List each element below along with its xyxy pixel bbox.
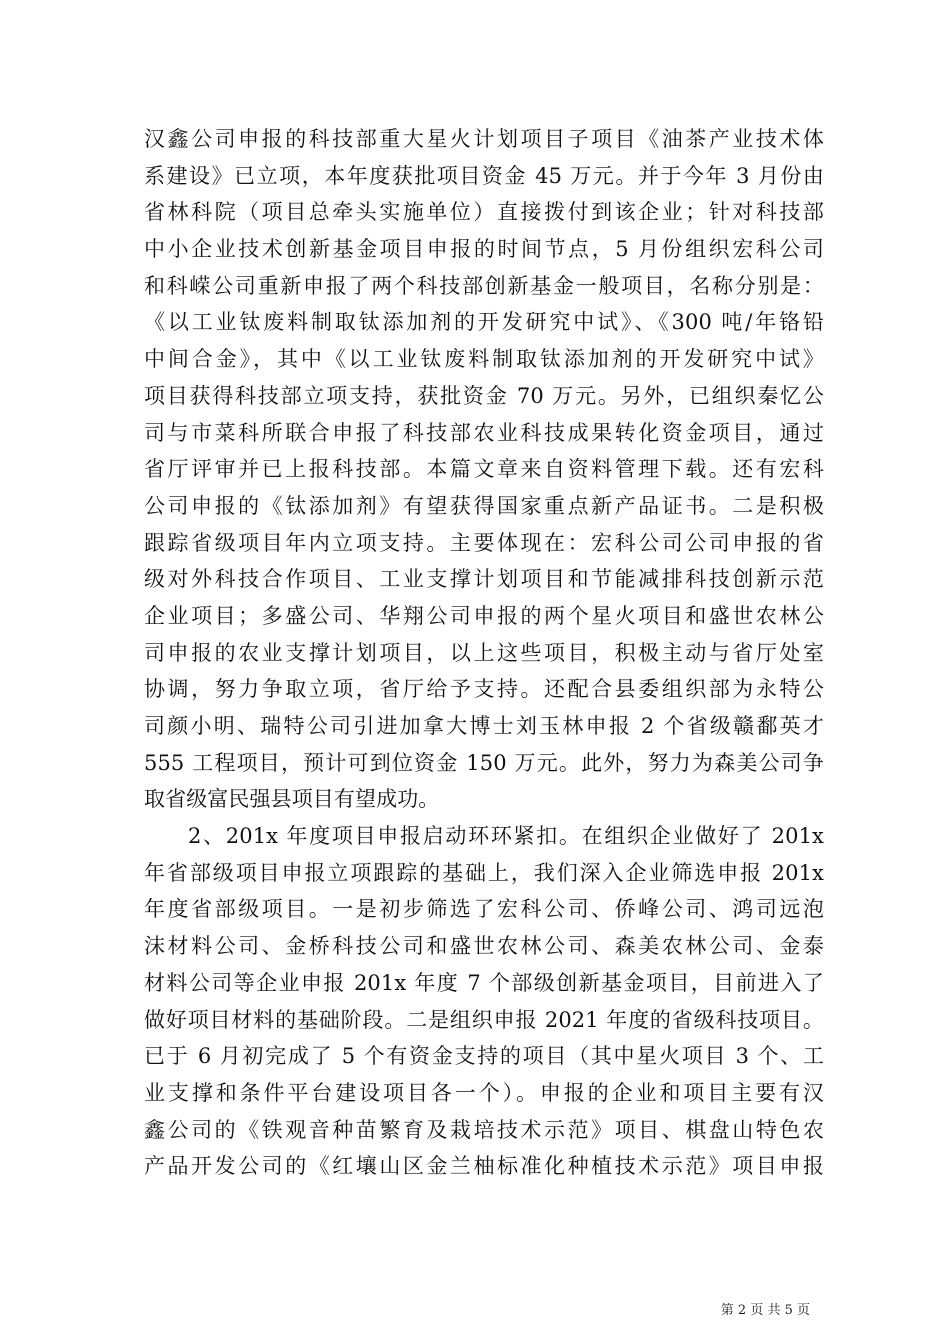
text-line: 已于 6 月初完成了 5 个有资金支持的项目（其中星火项目 3 个、工 [144, 1044, 824, 1069]
text-line: 年度省部级项目。一是初步筛选了宏科公司、侨峰公司、鸿司远泡 [144, 897, 824, 922]
text-line: 企业项目；多盛公司、华翔公司申报的两个星火项目和盛世农林公 [144, 603, 824, 628]
text-line: 鑫公司的《铁观音种苗繁育及栽培技术示范》项目、棋盘山特色农 [144, 1117, 824, 1142]
text-line: 沫材料公司、金桥科技公司和盛世农林公司、森美农林公司、金泰 [144, 934, 824, 959]
text-line: 跟踪省级项目年内立项支持。主要体现在：宏科公司公司申报的省 [144, 530, 824, 555]
text-line: 和科嵘公司重新申报了两个科技部创新基金一般项目，名称分别是： [144, 273, 824, 298]
paragraph-start-line: 2、201x 年度项目申报启动环环紧扣。在组织企业做好了 201x [188, 824, 824, 849]
text-line: 做好项目材料的基础阶段。二是组织申报 2021 年度的省级科技项目。 [144, 1007, 824, 1032]
text-line: 省厅评审并已上报科技部。本篇文章来自资料管理下载。还有宏科 [144, 457, 824, 482]
text-line: 项目获得科技部立项支持，获批资金 70 万元。另外，已组织秦忆公 [144, 383, 824, 408]
text-line: 公司申报的《钛添加剂》有望获得国家重点新产品证书。二是积极 [144, 493, 824, 518]
text-line: 材料公司等企业申报 201x 年度 7 个部级创新基金项目，目前进入了 [144, 970, 824, 995]
text-line: 产品开发公司的《红壤山区金兰柚标准化种植技术示范》项目申报 [144, 1154, 824, 1179]
text-line: 协调，努力争取立项，省厅给予支持。还配合县委组织部为永特公 [144, 677, 824, 702]
text-line: 系建设》已立项，本年度获批项目资金 45 万元。并于今年 3 月份由 [144, 163, 824, 188]
text-line: 555 工程项目，预计可到位资金 150 万元。此外，努力为森美公司争 [144, 750, 824, 775]
text-line: 司与市菜科所联合申报了科技部农业科技成果转化资金项目，通过 [144, 420, 824, 445]
text-line: 中间合金》，其中《以工业钛废料制取钛添加剂的开发研究中试》 [144, 347, 824, 372]
text-line: 《以工业钛废料制取钛添加剂的开发研究中试》、《300 吨/年铬铅 [144, 310, 824, 335]
text-line: 司申报的农业支撑计划项目，以上这些项目，积极主动与省厅处室 [144, 640, 824, 665]
text-line: 年省部级项目申报立项跟踪的基础上，我们深入企业筛选申报 201x [144, 860, 824, 885]
page-number-footer: 第 2 页 共 5 页 [720, 1303, 810, 1318]
text-line: 业支撑和条件平台建设项目各一个）。申报的企业和项目主要有汉 [144, 1080, 824, 1105]
text-line: 中小企业技术创新基金项目申报的时间节点，5 月份组织宏科公司 [144, 237, 824, 262]
document-body [144, 121, 824, 1185]
text-line: 司颜小明、瑞特公司引进加拿大博士刘玉林申报 2 个省级赣鄱英才 [144, 714, 824, 738]
text-line: 汉鑫公司申报的科技部重大星火计划项目子项目《油茶产业技术体 [144, 127, 824, 151]
text-line: 取省级富民强县项目有望成功。 [144, 787, 440, 812]
text-line: 级对外科技合作项目、工业支撑计划项目和节能减排科技创新示范 [144, 567, 824, 592]
text-line: 省林科院（项目总牵头实施单位）直接拨付到该企业；针对科技部 [144, 200, 824, 225]
